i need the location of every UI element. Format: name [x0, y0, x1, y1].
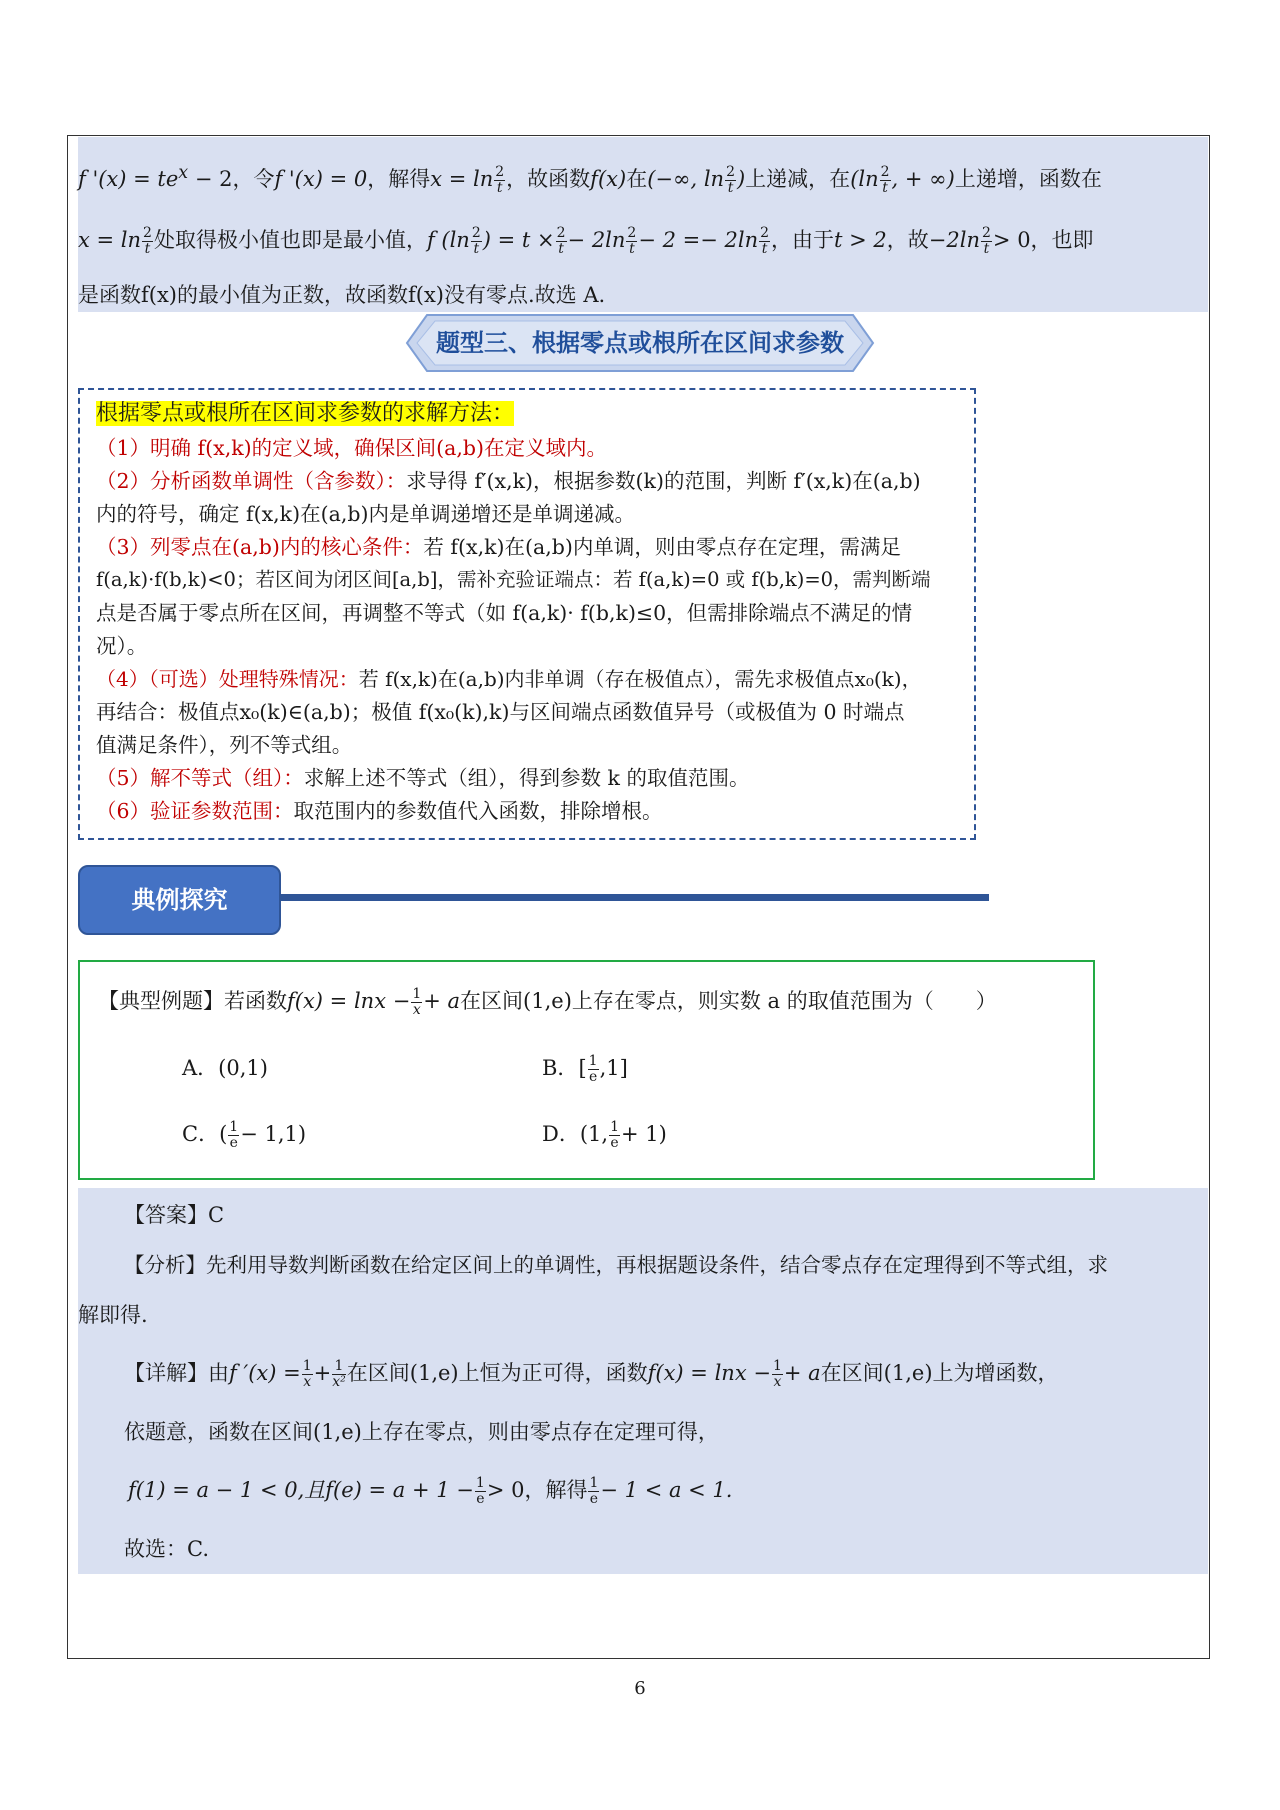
method-step-2: （2）分析函数单调性（含参数）：求导得 f′(x,k)，根据参数(k)的范围，判断 f′(x,k)在(a,b): [96, 469, 921, 493]
method-step-4-cont-2: 值满足条件），列不等式组。: [96, 733, 353, 757]
option-d[interactable]: D．(1, $\frac{1}{e}$ + 1): [542, 1119, 667, 1151]
example-question: 【典型例题】若函数f(x) = lnx − $\frac{1}{x}$ + a在区间(1,e)上存在零点，则实数 a 的取值范围为（ ）: [98, 986, 997, 1018]
method-step-3-cont-1: f(a,k)·f(b,k)<0；若区间为闭区间[a,b]，需补充验证端点：若 f(a,k)=0 或 f(b,k)=0，需判断端: [96, 568, 931, 591]
method-step-5: （5）解不等式（组）：求解上述不等式（组），得到参数 k 的取值范围。: [96, 766, 750, 790]
method-heading: 根据零点或根所在区间求参数的求解方法：: [96, 401, 515, 426]
solution-line-3: 是函数f(x)的最小值为正数，故函数f(x)没有零点.故选 A.: [78, 283, 606, 307]
detail-line-3: f(1) = a − 1 < 0,且f(e) = a + 1 − $\frac{1}{e}$ > 0，解得 $\frac{1}{e}$ − 1 < a < 1.: [128, 1475, 733, 1507]
method-step-3-cont-3: 况）。: [96, 634, 148, 658]
option-b[interactable]: B．[ $\frac{1}{e}$ ,1]: [542, 1053, 628, 1085]
solution-line-1: f '$(x) = te^x - 2$，令f '(x) = 0，解得x = ln $\frac{2}{t}$ ，故函数f(x)在(−∞, ln $\frac{2}{t}$ )上递减，在(ln $\frac{2}{t}$ , + ∞)上递增，函数在: [78, 163, 1102, 196]
method-step-6: （6）验证参数范围：取范围内的参数值代入函数，排除增根。: [96, 799, 663, 823]
option-c[interactable]: C．( $\frac{1}{e}$ − 1,1): [182, 1119, 307, 1151]
section-title: 典例探究: [78, 865, 281, 935]
method-step-4: （4）（可选）处理特殊情况：若 f(x,k)在(a,b)内非单调（存在极值点），需先求极值点x₀(k)，: [96, 667, 922, 691]
answer-line: 【答案】C: [124, 1203, 225, 1227]
method-step-3: （3）列零点在(a,b)内的核心条件：若 f(x,k)在(a,b)内单调，则由零点存在定理，需满足: [96, 535, 901, 559]
method-step-3-cont-2: 点是否属于零点所在区间，再调整不等式（如 f(a,k)· f(b,k)≤0，但需排除端点不满足的情: [96, 601, 913, 625]
detail-line-4: 故选：C.: [124, 1537, 209, 1561]
section-divider: [281, 894, 989, 901]
method-step-2-cont: 内的符号，确定 f(x,k)在(a,b)内是单调递增还是单调递减。: [96, 502, 635, 526]
option-a[interactable]: A．(0,1): [182, 1056, 268, 1080]
solution-line-2: x = ln $\frac{2}{t}$ 处取得极小值也即是最小值，f (ln $\frac{2}{t}$ ) = t × $\frac{2}{t}$ − 2ln $\frac{2}{t}$ − 2 =− 2ln $\frac{2}{t}$ ，由于t > 2，故−2ln $\frac{2}{t}$ > 0，也即: [78, 225, 1094, 257]
banner-title: 题型三、根据零点或根所在区间求参数: [436, 329, 844, 357]
detail-line-2: 依题意，函数在区间(1,e)上存在零点，则由零点存在定理可得，: [124, 1420, 719, 1444]
method-step-4-cont-1: 再结合：极值点x₀(k)∈(a,b)；极值 f(x₀(k),k)与区间端点函数值异号（或极值为 0 时端点: [96, 700, 905, 724]
page-number: 6: [634, 1678, 646, 1699]
section-banner: [405, 313, 875, 373]
analysis-line-2: 解即得.: [78, 1303, 148, 1327]
analysis-line-1: 【分析】先利用导数判断函数在给定区间上的单调性，再根据题设条件，结合零点存在定理得到不等式组，求: [124, 1253, 1108, 1277]
method-step-1: （1）明确 f(x,k)的定义域，确保区间(a,b)在定义域内。: [96, 436, 607, 460]
detail-line-1: 【详解】由f ′(x) = $\frac{1}{x}$ + $\frac{1}{\text{x²}}$ 在区间(1,e)上恒为正可得，函数f(x) = lnx − $\frac{1}{x}$ + a在区间(1,e)上为增函数，: [124, 1358, 1059, 1390]
